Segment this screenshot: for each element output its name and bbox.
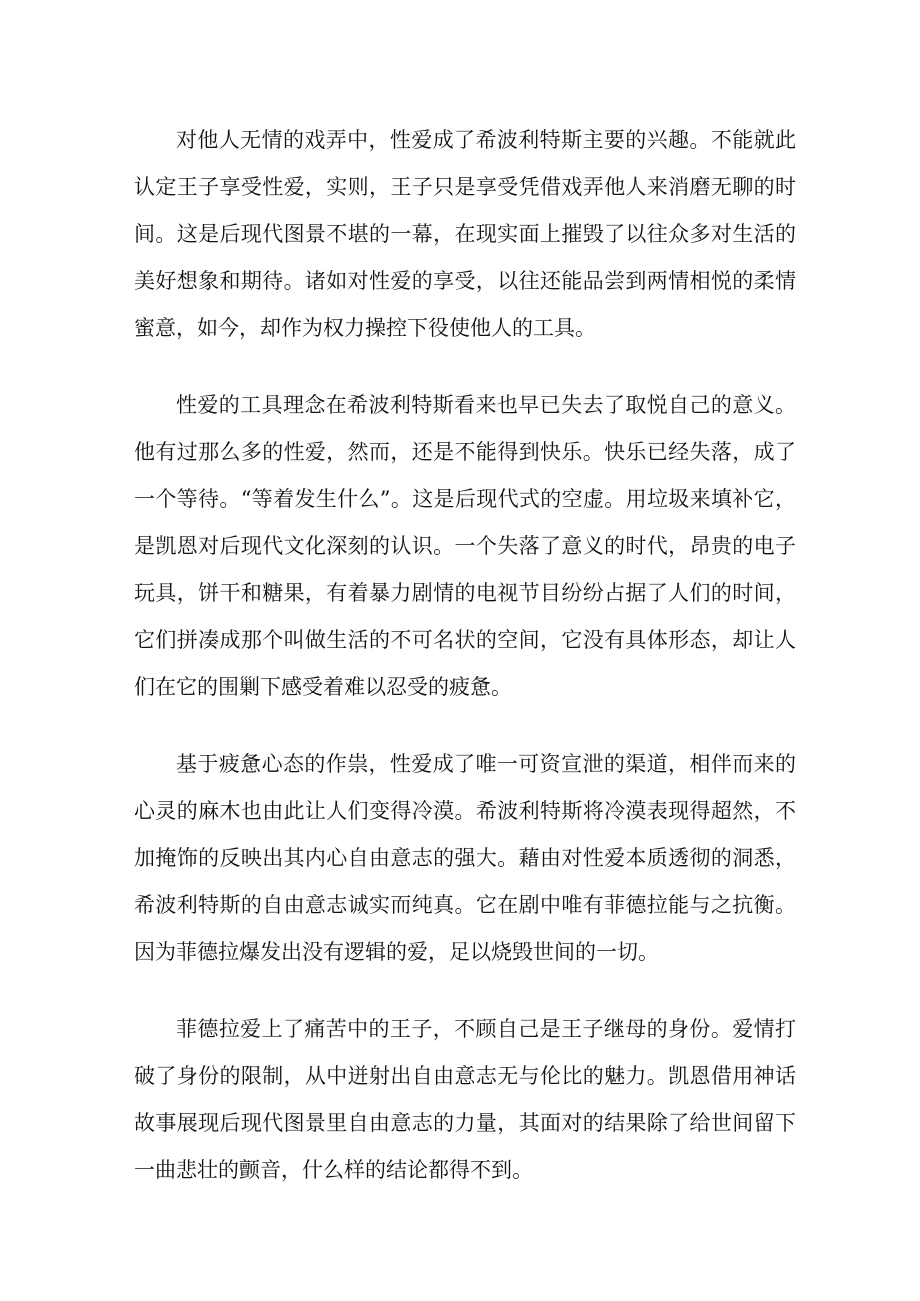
paragraph-3: 基于疲惫心态的作祟，性爱成了唯一可资宣泄的渠道，相伴而来的心灵的麻木也由此让人们变得冷漠。希波利特斯将冷漠表现得超然，不加掩饰的反映出其内心自由意志的强大。藉由对性爱本质透彻的洞悉，希波利特斯的自由意志诚实而纯真。它在剧中唯有菲德拉能与之抗衡。因为菲德拉爆发出没有逻辑的爱，足以烧毁世间的一切。	[134, 752, 796, 964]
paragraph-1: 对他人无情的戏弄中，性爱成了希波利特斯主要的兴趣。不能就此认定王子享受性爱，实则，王子只是享受凭借戏弄他人来消磨无聊的时间。这是后现代图景不堪的一幕，在现实面上摧毁了以往众多对生活的美好想象和期待。诸如对性爱的享受，以往还能品尝到两情相悦的柔情蜜意，如今，却作为权力操控下役使他人的工具。	[134, 128, 796, 340]
paragraph-2: 性爱的工具理念在希波利特斯看来也早已失去了取悦自己的意义。他有过那么多的性爱，然而，还是不能得到快乐。快乐已经失落，成了一个等待。“等着发生什么”。这是后现代式的空虚。用垃圾来填补它，是凯恩对后现代文化深刻的认识。一个失落了意义的时代，昂贵的电子玩具，饼干和糖果，有着暴力剧情的电视节目纷纷占据了人们的时间，它们拼凑成那个叫做生活的不可名状的空间，它没有具体形态，却让人们在它的围剿下感受着难以忍受的疲惫。	[134, 393, 796, 699]
paragraph-4: 菲德拉爱上了痛苦中的王子，不顾自己是王子继母的身份。爱情打破了身份的限制，从中迸射出自由意志无与伦比的魅力。凯恩借用神话故事展现后现代图景里自由意志的力量，其面对的结果除了给世间留下一曲悲壮的颤音，什么样的结论都得不到。	[134, 1017, 796, 1182]
document-body	[134, 117, 796, 1224]
